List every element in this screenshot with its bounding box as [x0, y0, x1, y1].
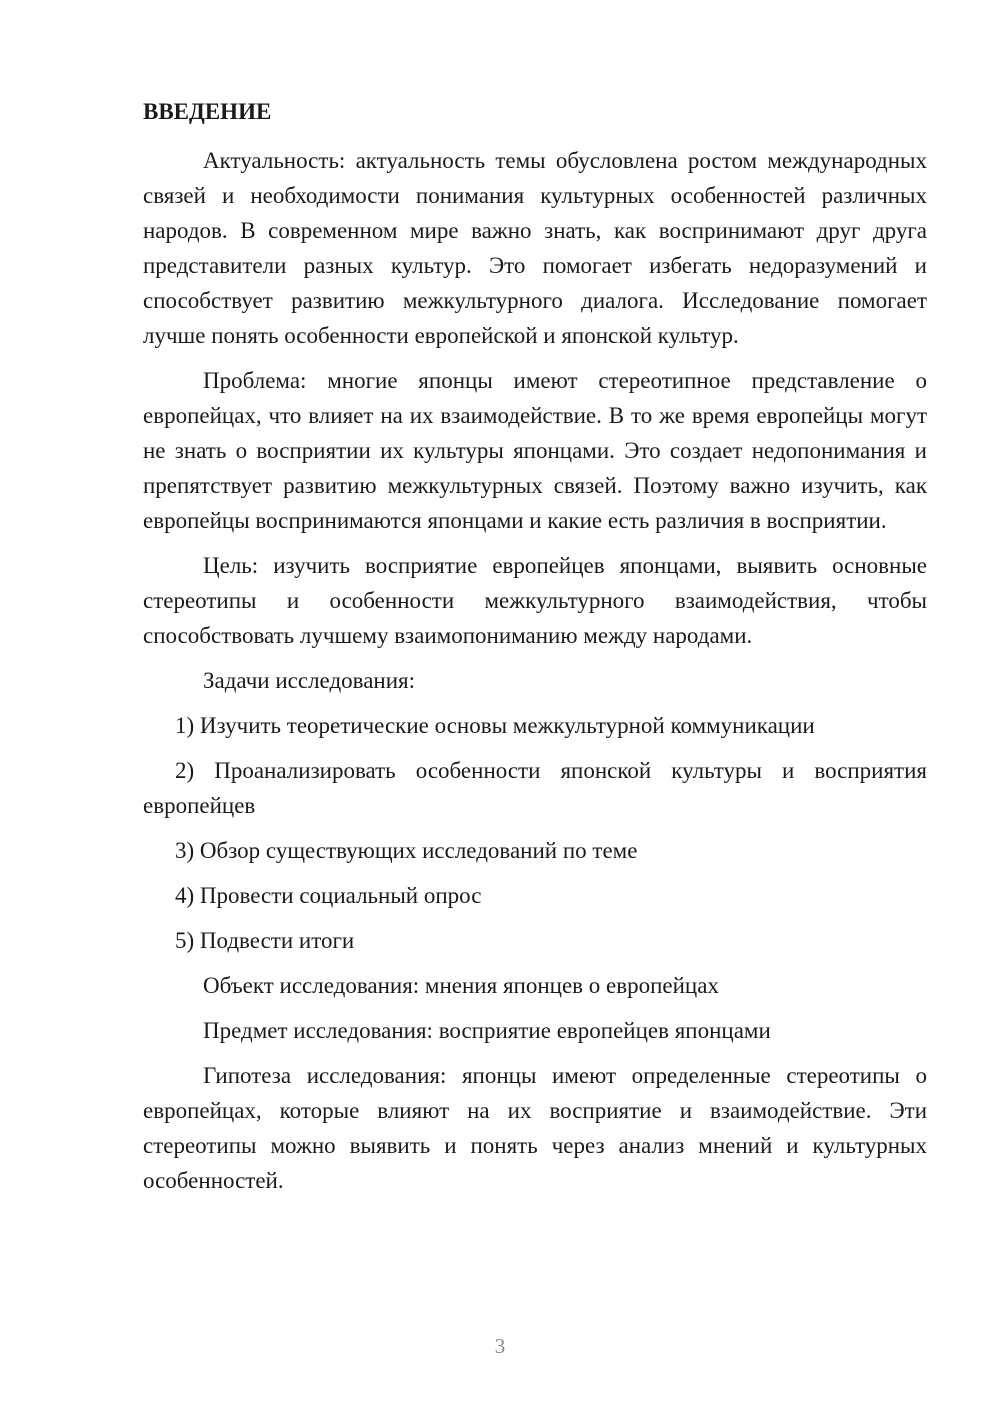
subject-paragraph: Предмет исследования: восприятие европейцев японцами — [203, 1018, 771, 1043]
task-item-3: 3) Обзор существующих исследований по теме — [175, 838, 638, 863]
page-number: 3 — [494, 1334, 506, 1358]
hypothesis-paragraph: Гипотеза исследования: японцы имеют определенные стереотипы о европейцах, которые влияют на их восприятие и взаимодействие. Эти стереотипы можно выявить и понять через анализ мнений и культурных особенностей. — [143, 1063, 927, 1193]
tasks-heading: Задачи исследования: — [203, 668, 416, 693]
task-item-5: 5) Подвести итоги — [175, 928, 355, 953]
page-content — [143, 94, 927, 1208]
relevance-paragraph: Актуальность: актуальность темы обусловлена ростом международных связей и необходимости понимания культурных особенностей различных народов. В современном мире важно знать, как воспринимают друг друга представители разных культур. Это помогает избегать недоразумений и способствует развитию межкультурного диалога. Исследование помогает лучше понять особенности европейской и японской культур. — [143, 148, 927, 348]
task-item-4: 4) Провести социальный опрос — [175, 883, 482, 908]
goal-paragraph: Цель: изучить восприятие европейцев японцами, выявить основные стереотипы и особенности межкультурного взаимодействия, чтобы способствовать лучшему взаимопониманию между народами. — [143, 553, 927, 648]
problem-paragraph: Проблема: многие японцы имеют стереотипное представление о европейцах, что влияет на их взаимодействие. В то же время европейцы могут не знать о восприятии их культуры японцами. Это создает недопонимания и препятствует развитию межкультурных связей. Поэтому важно изучить, как европейцы воспринимаются японцами и какие есть различия в восприятии. — [143, 368, 927, 533]
section-heading: ВВЕДЕНИЕ — [143, 99, 272, 124]
task-item-2: 2) Проанализировать особенности японской культуры и восприятия европейцев — [143, 758, 927, 818]
object-paragraph: Объект исследования: мнения японцев о европейцах — [203, 973, 719, 998]
task-item-1: 1) Изучить теоретические основы межкультурной коммуникации — [175, 713, 815, 738]
